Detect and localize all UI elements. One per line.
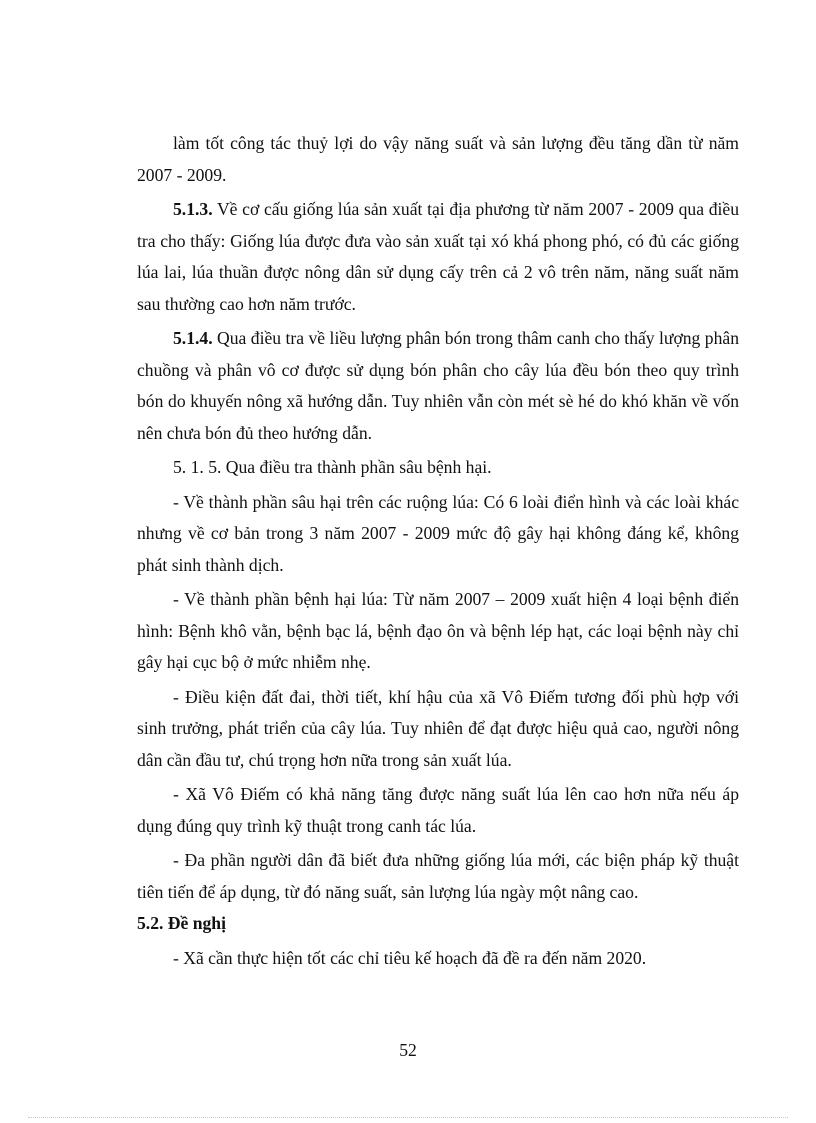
paragraph-5-1-4 [137,323,739,449]
paragraph-continuation [137,128,739,191]
paragraph-text: - Về thành phần sâu hại trên các ruộng lúa: Có 6 loài điển hình và các loài khác nhưng về cơ bản trong 3 năm 2007 - 2009 mức độ gây hại không đáng kể, không phát sinh thành dịch. [137,491,739,575]
paragraph-text: - Điều kiện đất đai, thời tiết, khí hậu của xã Vô Điếm tương đối phù hợp với sinh trưởng, phát triển của cây lúa. Tuy nhiên để đạt được hiệu quả cao, người nông dân cần đầu tư, chú trọng hơn nữa trong sản xuất lúa. [137,686,739,770]
paragraph-text: 5. 1. 5. Qua điều tra thành phần sâu bệnh hại. [173,457,492,477]
paragraph-text: - Xã cần thực hiện tốt các chỉ tiêu kế hoạch đã đề ra đến năm 2020. [173,947,647,968]
bullet-paragraph [137,584,739,679]
footer-divider [28,1117,788,1118]
paragraph-text: làm tốt công tác thuỷ lợi do vậy năng suất và sản lượng đều tăng dần từ năm 2007 - 2009. [137,133,739,185]
paragraph-text: Qua điều tra về liều lượng phân bón trong thâm canh cho thấy lượng phân chuồng và phân vô cơ được sử dụng bón phân cho cây lúa đều bón theo quy trình bón do khuyến nông xã hướng dẫn. Tuy nhiên vẫn còn mét sè hé do khó khăn về vốn nên chưa bón đủ theo hướng dẫn. [137,328,739,443]
body-text [137,128,739,974]
item-number: 5.1.4. [173,328,213,348]
bullet-paragraph [137,845,739,908]
section-heading: 5.2. Đề nghị [137,913,226,933]
paragraph-5-1-5 [137,452,739,484]
bullet-paragraph [137,682,739,777]
bullet-paragraph [137,487,739,582]
paragraph-text: - Về thành phần bệnh hại lúa: Từ năm 2007 – 2009 xuất hiện 4 loại bệnh điển hình: Bệnh khô vằn, bệnh bạc lá, bệnh đạo ôn và bệnh lép hạt, các loại bệnh này chỉ gây hại cục bộ ở mức nhiễm nhẹ. [137,589,739,672]
bullet-paragraph [137,779,739,842]
recommendation-paragraph [137,943,739,975]
item-number: 5.1.3. [173,199,213,219]
page-number: 52 [399,1040,417,1060]
paragraph-5-1-3 [137,194,739,320]
paragraph-text: - Đa phần người dân đã biết đưa những giống lúa mới, các biện pháp kỹ thuật tiên tiến để áp dụng, từ đó năng suất, sản lượng lúa ngày một nâng cao. [137,850,739,902]
paragraph-text: - Xã Vô Điếm có khả năng tăng được năng suất lúa lên cao hơn nữa nếu áp dụng đúng quy trình kỹ thuật trong canh tác lúa. [137,784,739,836]
paragraph-text: Về cơ cấu giống lúa sản xuất tại địa phương từ năm 2007 - 2009 qua điều tra cho thấy: Giống lúa được đưa vào sản xuất tại xó khá phong phó, có đủ các giống lúa lai, lúa thuần được nông dân sử dụng cấy trên cả 2 vô trên năm, năng suất năm sau thường cao hơn năm trước. [137,199,739,314]
